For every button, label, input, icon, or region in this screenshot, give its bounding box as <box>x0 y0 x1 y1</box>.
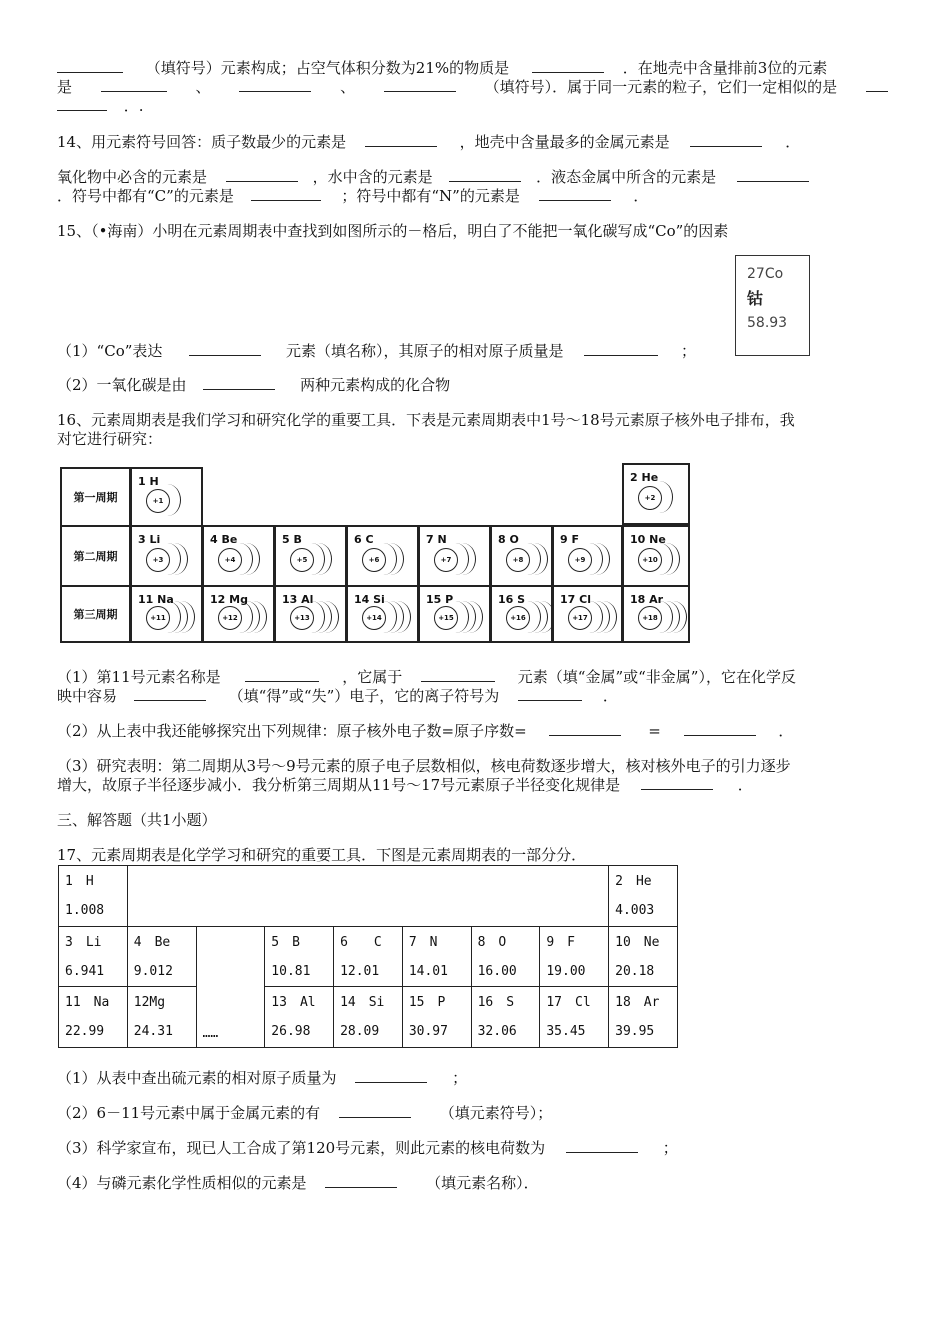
q14-text: 氧化物中必含的元素是 <box>57 168 208 186</box>
electron-shell <box>646 481 673 513</box>
element-cell: 4 Be 9.012 <box>127 926 196 987</box>
answer-blank[interactable] <box>566 1138 638 1153</box>
q16-p3-line2 <box>57 775 888 795</box>
electron-shell <box>312 601 339 633</box>
q16-title-line1: 16、元素周期表是我们学习和研究化学的重要工具．下表是元素周期表中1号～18号元素原子核外电子排布，我 <box>57 411 795 429</box>
electron-configuration-table <box>60 467 690 643</box>
q14-line1 <box>57 132 888 152</box>
q13-line3 <box>57 96 888 116</box>
element-cell <box>130 585 203 643</box>
answer-blank[interactable] <box>737 167 809 182</box>
answer-blank[interactable] <box>539 186 611 201</box>
element-cell: 18 Ar 39.95 <box>609 987 678 1048</box>
element-cell <box>346 525 419 587</box>
q17-text: ； <box>452 1069 468 1087</box>
nucleus: +18 <box>638 606 662 630</box>
answer-blank[interactable] <box>101 77 167 92</box>
q14-line2 <box>57 167 888 187</box>
answer-blank[interactable] <box>584 341 658 356</box>
q13-text: ．. <box>123 97 144 115</box>
electron-shell <box>583 543 610 575</box>
element-cell: 13 Al 26.98 <box>265 987 334 1048</box>
q17-text: （4）与磷元素化学性质相似的元素是 <box>57 1174 307 1192</box>
answer-blank[interactable] <box>532 58 604 73</box>
nucleus: +1 <box>146 489 170 513</box>
element-symbol: 13 Al <box>282 593 314 606</box>
electron-shell <box>384 601 411 633</box>
element-cell <box>202 585 275 643</box>
element-cell: 17 Cl 35.45 <box>540 987 609 1048</box>
element-mass: 58.93 <box>747 315 788 331</box>
q15-text: （1）“Co”表达 <box>57 342 163 360</box>
q17-title: 17、元素周期表是化学学习和研究的重要工具．下图是元素周期表的一部分分． <box>57 846 587 864</box>
answer-blank[interactable] <box>203 375 275 390</box>
q17-text: （填元素名称）． <box>426 1174 539 1192</box>
q16-text: = <box>648 722 661 740</box>
element-symbol: 4 Be <box>210 533 238 546</box>
answer-blank[interactable] <box>245 667 319 682</box>
q16-p3-line1: （3）研究表明：第二周期从3号～9号元素的原子电子层数相似，核电荷数逐步增大，核对核外电子的引力逐步 <box>57 757 791 775</box>
element-cell <box>490 525 553 587</box>
answer-blank[interactable] <box>325 1173 397 1188</box>
element-cell <box>274 525 347 587</box>
answer-blank[interactable] <box>641 775 713 790</box>
nucleus: +3 <box>146 548 170 572</box>
element-symbol: 12 Mg <box>210 593 248 606</box>
element-symbol: 8 O <box>498 533 519 546</box>
element-symbol: 6 C <box>354 533 374 546</box>
answer-blank[interactable] <box>226 167 298 182</box>
periodic-table <box>58 865 678 1048</box>
answer-blank[interactable] <box>57 58 123 73</box>
element-symbol: 17 Cl <box>560 593 591 606</box>
element-cell <box>274 585 347 643</box>
element-cell: 6 C 12.01 <box>334 926 403 987</box>
nucleus: +5 <box>290 548 314 572</box>
q15-text: 元素（填名称），其原子的相对原子质量是 <box>285 342 564 360</box>
q16-text: 增大，故原子半径逐步减小．我分析第三周期从11号～17号元素原子半径变化规律是 <box>57 776 621 794</box>
nucleus: +14 <box>362 606 386 630</box>
element-symbol: 11 Na <box>138 593 174 606</box>
element-number-symbol: 27Co <box>747 266 784 282</box>
nucleus: +17 <box>568 606 592 630</box>
electron-shell <box>168 601 195 633</box>
element-symbol: 9 F <box>560 533 579 546</box>
element-cell <box>622 525 690 587</box>
element-cell: 7 N 14.01 <box>402 926 471 987</box>
element-cell <box>418 525 491 587</box>
element-cell <box>418 585 491 643</box>
q17-text: （1）从表中查出硫元素的相对原子质量为 <box>57 1069 337 1087</box>
q15-title: 15、（•海南）小明在元素周期表中查找到如图所示的－格后，明白了不能把一氧化碳写成“Co”的因素 <box>57 222 729 240</box>
element-cell: 14 Si 28.09 <box>334 987 403 1048</box>
answer-blank[interactable] <box>690 132 762 147</box>
q14-text: ，水中含的元素是 <box>312 168 433 186</box>
answer-blank[interactable] <box>355 1068 427 1083</box>
q14-text: 14、用元素符号回答：质子数最少的元素是 <box>57 133 347 151</box>
q14-text: ．符号中都有“C”的元素是 <box>57 187 234 205</box>
q17-text: ； <box>662 1139 678 1157</box>
answer-blank[interactable] <box>518 686 582 701</box>
q15-p1 <box>57 341 888 361</box>
q16-text: ． <box>737 776 753 794</box>
nucleus: +7 <box>434 548 458 572</box>
element-cell <box>622 585 690 643</box>
element-symbol: 16 S <box>498 593 526 606</box>
electron-shell <box>377 543 404 575</box>
q16-text: ． <box>602 687 618 705</box>
electron-shell <box>154 484 181 516</box>
q14-text: ，地壳中含量最多的金属元素是 <box>459 133 670 151</box>
q14-text: ． <box>633 187 649 205</box>
electron-shell <box>521 543 548 575</box>
element-cell <box>490 585 553 643</box>
q15-text: 两种元素构成的化合物 <box>300 376 451 394</box>
answer-blank[interactable] <box>449 167 521 182</box>
element-cell: 12Mg 24.31 <box>127 987 196 1048</box>
answer-blank[interactable] <box>251 186 321 201</box>
table-row <box>59 866 678 927</box>
electron-shell <box>653 543 680 575</box>
table-gap <box>127 866 608 927</box>
q17-text: （填元素符号）； <box>439 1104 553 1122</box>
nucleus: +8 <box>506 548 530 572</box>
period-label: 第一周期 <box>60 467 131 527</box>
nucleus: +12 <box>218 606 242 630</box>
element-cell <box>552 525 623 587</box>
q17-p2 <box>57 1103 888 1123</box>
q17-p3 <box>57 1138 888 1158</box>
nucleus: +2 <box>638 486 662 510</box>
q17-text: （2）6－11号元素中属于金属元素的有 <box>57 1104 321 1122</box>
element-symbol: 1 H <box>138 475 159 488</box>
element-cell: 9 F 19.00 <box>540 926 609 987</box>
ellipsis-cell <box>196 926 265 1047</box>
element-cell: 11 Na 22.99 <box>59 987 128 1048</box>
element-symbol: 5 B <box>282 533 302 546</box>
element-cell <box>552 585 623 643</box>
electron-shell <box>233 543 260 575</box>
answer-blank[interactable] <box>339 1103 411 1118</box>
separator: 、 <box>340 78 356 96</box>
element-cell <box>622 463 690 525</box>
q13-line1 <box>57 58 888 78</box>
q15-text: ； <box>681 342 697 360</box>
electron-shell <box>449 543 476 575</box>
q16-text: ． <box>778 722 794 740</box>
q14-line3 <box>57 186 888 206</box>
q16-text: （填“得”或“失”）电子，它的离子符号为 <box>228 687 500 705</box>
element-symbol: 10 Ne <box>630 533 666 546</box>
answer-blank[interactable] <box>189 341 261 356</box>
element-symbol: 2 He <box>630 471 659 484</box>
answer-blank[interactable] <box>134 686 206 701</box>
nucleus: +16 <box>506 606 530 630</box>
electron-shell <box>660 601 687 633</box>
q16-title-line2: 对它进行研究： <box>57 430 163 448</box>
period-label: 第二周期 <box>60 525 131 587</box>
electron-shell <box>240 601 267 633</box>
nucleus: +15 <box>434 606 458 630</box>
element-symbol: 7 N <box>426 533 447 546</box>
answer-blank[interactable] <box>57 96 107 111</box>
q16-text: 映中容易 <box>57 687 118 705</box>
q16-p2 <box>57 721 888 741</box>
nucleus: +10 <box>638 548 662 572</box>
q16-text: ，它属于 <box>342 668 403 686</box>
nucleus: +6 <box>362 548 386 572</box>
element-cell: 2 He 4.003 <box>609 866 678 927</box>
q17-text: （3）科学家宣布，现已人工合成了第120号元素，则此元素的核电荷数为 <box>57 1139 546 1157</box>
q16-p1-line1 <box>57 667 888 687</box>
element-cell: 3 Li 6.941 <box>59 926 128 987</box>
q15-p2 <box>57 375 888 395</box>
period-label: 第三周期 <box>60 585 131 643</box>
element-symbol: 18 Ar <box>630 593 664 606</box>
answer-blank[interactable] <box>365 132 437 147</box>
nucleus: +11 <box>146 606 170 630</box>
element-cell: 8 O 16.00 <box>471 926 540 987</box>
answer-blank[interactable] <box>866 77 888 92</box>
q16-text: （2）从上表中我还能够探究出下列规律：原子核外电子数=原子序数= <box>57 722 527 740</box>
element-symbol: 14 Si <box>354 593 385 606</box>
nucleus: +4 <box>218 548 242 572</box>
q14-text: ；符号中都有“N”的元素是 <box>341 187 520 205</box>
element-cell: 1 H 1.008 <box>59 866 128 927</box>
element-cell: 10 Ne 20.18 <box>609 926 678 987</box>
element-cell: 5 B 10.81 <box>265 926 334 987</box>
answer-blank[interactable] <box>549 721 621 736</box>
q15-text: （2）一氧化碳是由 <box>57 376 187 394</box>
q16-p1-line2 <box>57 686 888 706</box>
element-cell: 16 S 32.06 <box>471 987 540 1048</box>
q17-p4 <box>57 1173 888 1193</box>
table-row <box>59 987 678 1048</box>
q13-text: （填符号）元素构成；占空气体积分数为21%的物质是 <box>145 59 510 77</box>
q13-text: （填符号）．属于同一元素的粒子，它们一定相似的是 <box>484 78 838 96</box>
electron-shell <box>305 543 332 575</box>
answer-blank[interactable] <box>384 77 456 92</box>
electron-shell <box>161 543 188 575</box>
section-heading: 三、解答题（共1小题） <box>57 811 217 829</box>
q16-text: （1）第11号元素名称是 <box>57 668 221 686</box>
q13-line2 <box>57 77 888 97</box>
electron-shell <box>528 601 555 633</box>
nucleus: +9 <box>568 548 592 572</box>
element-symbol: 3 Li <box>138 533 161 546</box>
separator: 、 <box>195 78 211 96</box>
electron-shell <box>456 601 483 633</box>
q13-text: ．在地壳中含量排前3位的元素 <box>622 59 828 77</box>
nucleus: +13 <box>290 606 314 630</box>
electron-shell <box>590 601 617 633</box>
answer-blank[interactable] <box>684 721 756 736</box>
element-cell <box>346 585 419 643</box>
q14-text: ．液态金属中所含的元素是 <box>536 168 717 186</box>
element-cell: 15 P 30.97 <box>402 987 471 1048</box>
q14-text: ． <box>785 133 801 151</box>
q13-text: 是 <box>57 78 73 96</box>
answer-blank[interactable] <box>239 77 311 92</box>
q17-p1 <box>57 1068 888 1088</box>
answer-blank[interactable] <box>421 667 495 682</box>
element-cell <box>130 467 203 527</box>
q16-text: 元素（填“金属”或“非金属”），它在化学反 <box>517 668 796 686</box>
element-symbol: 15 P <box>426 593 454 606</box>
table-row <box>59 926 678 987</box>
element-cell <box>130 525 203 587</box>
element-cell <box>202 525 275 587</box>
ellipsis: …… <box>202 1026 219 1041</box>
element-name: 钴 <box>747 289 764 308</box>
